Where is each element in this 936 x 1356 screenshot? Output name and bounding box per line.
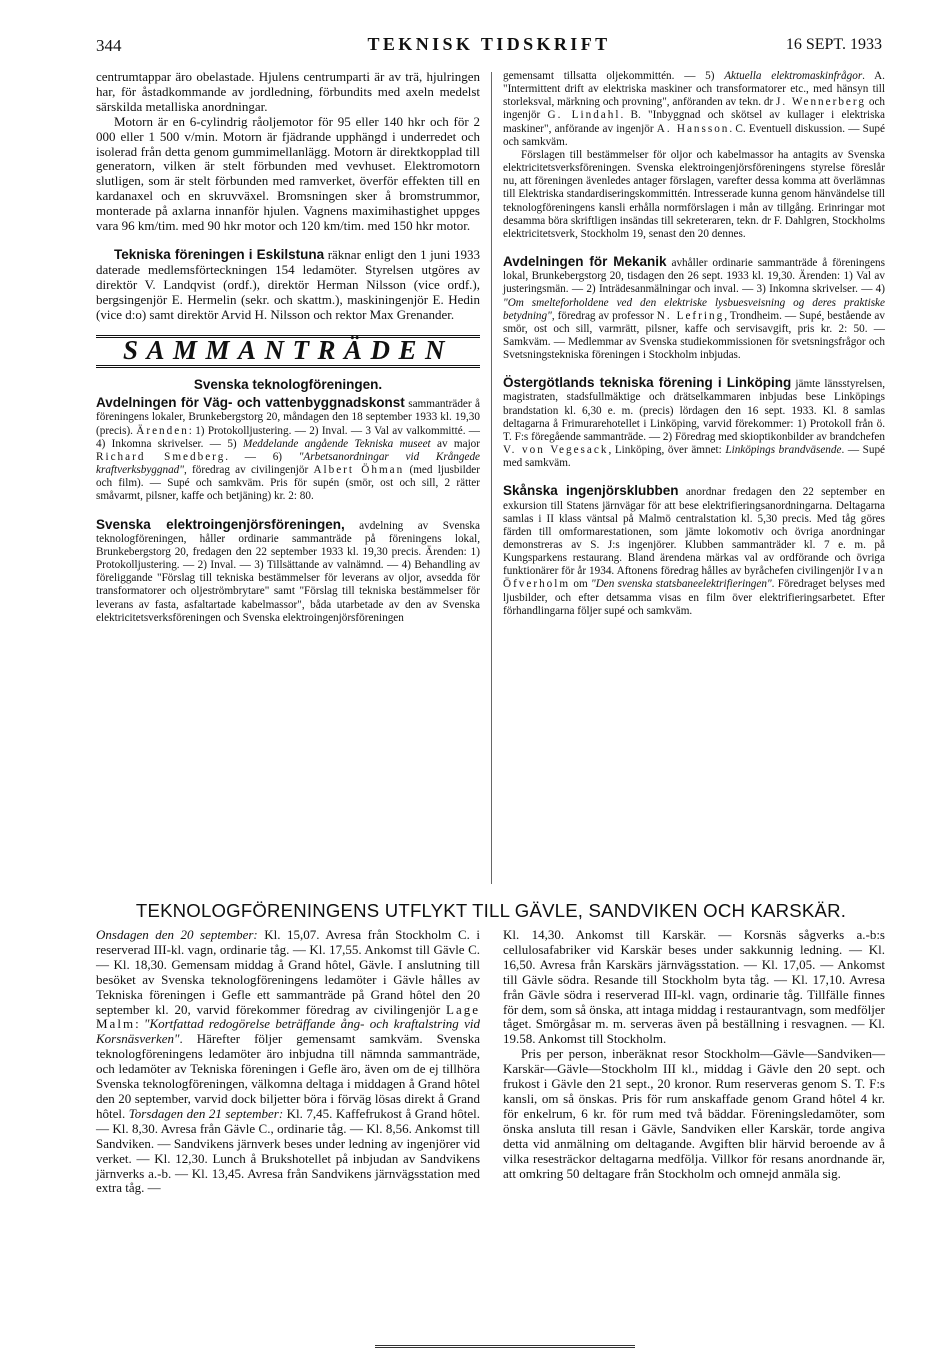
elektro-cont-1: gemensamt tillsatta oljekommittén. — 5) bbox=[503, 70, 725, 82]
elektro-notice bbox=[96, 518, 480, 625]
trip-heading: TEKNOLOGFÖRENINGENS UTFLYKT TILL GÄVLE, SANDVIKEN OCH KARSKÄR. bbox=[135, 900, 847, 921]
skane-text-3: . Föredraget belyses med ljusbilder, och efter detsamma visas en film över elektrifieringsarbetet. Efter förhandlingarna följer supé och samkväm. bbox=[503, 578, 886, 617]
left-column bbox=[96, 70, 480, 625]
forslag-paragraph: Förslagen till bestämmelser för oljor och kabelmassor ha antagits av Svenska elektricitetsverksföreningen. Svenska elektroingenjörsföreningens styrelse föreslår nu, att föreningen ävenledes antager förslagen, varefter dessa komma att överlämnas till Elektriska standardiseringskommittén. Intresserade kunna genom hänvändelse till teknologföreningens kansli erhålla normförslagen i mån av tillgång. Erinringar mot desamma böra skriftligen insändas till sekreteraren, tekn. dr F. Dahlgren, Stockholms elektricitetsverk, Stockholm 19, senast den 20 dennes. bbox=[503, 148, 885, 240]
eskilstuna-paragraph bbox=[96, 248, 480, 323]
column-divider bbox=[491, 72, 492, 884]
eskilstuna-text: räknar enligt den 1 juni 1933 daterade medlemsförteckningen 154 ledamöter. Styrelsen utgöres av direktör V. Landqvist (ordf.), direktör Herman Nilsson (vice ordf.), bergsingenjör E. Hermelin (sekr. och skattm.), maskiningenjör E. Hedin (vice d:o) samt direktör Arvid H. Nilsson och rektor Max Grenander. bbox=[96, 246, 480, 322]
elektro-cont-4: . B. "Inbyggnad och skötsel av kullager i elektriska maskiner", anförande av ingenjör bbox=[503, 109, 885, 135]
vag-speaker-2: Albert Öhman bbox=[313, 464, 405, 477]
sammantraden-banner bbox=[96, 335, 480, 369]
mekanik-topic: "Om smelteforholdene ved den elektriske lysbuesveisning og deres praktiske betydning" bbox=[503, 296, 885, 322]
vag-text-2: av major bbox=[430, 437, 481, 450]
elektro-speaker-2: G. Lindahl bbox=[547, 109, 621, 122]
elektro-topic: Aktuella elektromaskinfrågor bbox=[724, 70, 863, 82]
trip-schedule-1 bbox=[96, 928, 480, 1196]
elektro-text: avdelning av Svenska teknologföreningen, håller ordinarie sammanträde på föreningens lokal, Brunkebergstorg 20, fredagen den 22 september 1933 kl. 19,30 precis. Ärenden: 1) Protokolljustering. — 2) Inval. — 3) Tillsättande av valnämnd. — 4) Behandling av föreliggande "Förslag till tekniska bestämmelser för leverans av oljor, avsedda för transformatorer och oljeströmbrytare" samt "Förslag till tekniska bestämmelser för leverans av fasta, asfaltartade kabelmassor", båda utarbetade av den av Svenska elektricitetsverksföreningen och Svenska elektroingenjörsföreningen bbox=[96, 519, 480, 624]
trip-text-4: Kl. 7,45. Kaffefrukost å Grand hôtel. — Kl. 8,30. Avresa från Gävle C., ordinarie tåg. — Kl. 8,56. Ankomst till Sandviken. — Sandvikens järnverk beses under ledning av ingenjörer vid verket. — Kl. 12,30. Lunch å Brukshotellet på inbjudan av Sandvikens järnverks a.-b. — Kl. 13,45. Avresa från Sandvikens järnvägsstation med extra tåg. — bbox=[96, 1105, 481, 1196]
trip-text-3: . Härefter följer gemensamt samkväm. Svenska teknologföreningens ledamöter äro inbjudna till nämnda sammanträde, och ledamöter av Tekniska föreningen i Gefle äro, även om de ej tillhöra Svenska teknologföreningen, välkomna deltaga i middagen å Grand hôtel den 20 september, varvid dock biljetter böra i förväg lösas direkt å Grand hôtel. bbox=[96, 1031, 480, 1121]
org-title: Svenska teknologföreningen. bbox=[193, 377, 383, 393]
mekanik-text-3: , Trondheim. — Supé, bestående av smör, ost och sill, varmrätt, pilsner, kaffe och servisavgift, pris kr. 2: 50. — Samkväm. — Medlemmar av Svenska studiekommissionen för svetsningsfrågor och Svetsningstekniska föreningen i Stockholm inbjudas. bbox=[503, 309, 885, 362]
journal-title: TEKNISK TIDSKRIFT bbox=[367, 34, 611, 54]
elektro-continued bbox=[503, 70, 885, 149]
ostergotland-topic: Linköpings brandväsende bbox=[725, 444, 842, 457]
spacer bbox=[96, 504, 480, 518]
right-column bbox=[503, 70, 885, 618]
vag-text-5: (med ljusbilder och film). — Supé och samkväm. Pris för supén (smör, ost och sill, 2 rätter småvarmt, pilsner, kaffe och betjäning) kr. 2: 80. bbox=[96, 464, 480, 503]
spacer bbox=[96, 234, 480, 248]
page-number: 344 bbox=[96, 36, 122, 55]
trip-day-1: Onsdagen den 20 september: bbox=[96, 927, 258, 942]
skane-topic: "Den svenska statsbaneelektrifieringen" bbox=[591, 578, 772, 591]
spacer bbox=[503, 470, 885, 484]
ostergotland-notice bbox=[503, 376, 885, 470]
skane-text-2: om bbox=[570, 578, 591, 591]
trip-day-2: Torsdagen den 21 september: bbox=[128, 1105, 284, 1121]
end-rule bbox=[375, 1345, 635, 1348]
trip-topic: "Kortfattad redogörelse beträffande ång- och kraftalstring vid Korsnäsverken" bbox=[96, 1016, 480, 1047]
skane-notice bbox=[503, 484, 885, 618]
vag-lead: sammanträder å föreningens lokaler, Brunkebergstorg 20, måndagen den 18 september 1933 kl. 19,30 (precis). bbox=[96, 398, 480, 437]
trip-schedule-2: Kl. 14,30. Ankomst till Karskär. — Korsnäs sågverks a.-b:s cellulosafabriker vid Karskär beses under sakkunnig ledning. — Kl. 16,50. Avresa från Karskärs järnvägsstation. — Kl. 17,05. — Ankomst till Gävle södra. Resande till Stockholm byta tåg. — Kl. 17,10. Avresa från Gävle södra i reserverad III-kl. vagn, ordinarie tåg. Tillfälle finnes för dem, som så önska, att intaga middag i restaurantvagn, som medföljer tåget. Smörgåsar m. m. serveras även på beställning i resvagnen. — Kl. 19.58. Ankomst till Stockholm. bbox=[503, 927, 885, 1047]
page-header bbox=[96, 34, 882, 58]
elektro-cont-2: . A. "Intermittent drift av elektriska maskiner och transformatorer etc., med hänsyn till storleksval, märkning och provning", anföranden av tekn. dr bbox=[503, 70, 885, 109]
trip-speaker: Lage Malm bbox=[96, 1001, 480, 1032]
trip-text-1: Kl. 15,07. Avresa från Stockholm C. i reserverad III-kl. vagn, ordinarie tåg. — Kl. 17,55. Ankomst till Gävle C. — Kl. 18,30. Gemensam middag å Grand hôtel, Gävle. I anslutning till besöket av Svenska teknologföreningens ledamöter i Gävle hålles av Tekniska föreningen i Gefle ett sammanträde på Grand hôtel den 20 september kl. 20, varvid förekommer föredrag av civilingenjör bbox=[96, 927, 480, 1017]
elektro-cont-3: och ingenjör bbox=[503, 96, 886, 122]
elektro-speaker-1: J. Wennerberg bbox=[776, 96, 867, 109]
ostergotland-text-3: . — Supé med samkväm. bbox=[503, 444, 885, 470]
ostergotland-text-2: , Linköping, över ämnet: bbox=[608, 444, 726, 457]
ostergotland-text-1: jämte länsstyrelsen, magistraten, stadsfullmäktige och drätselkammaren inbjudas bese Linköpings brandstation kl. 6,30 e. m. (precis) lördagen den 16 sept. 1933. Kl. 8 samlas deltagarna å Frimurarehotellet i Linköping, varvid förekommer: 1) Protokoll från ö. T. F:s föregående sammanträde. — 2) Föredrag med skioptikonbilder av brandchefen bbox=[503, 378, 885, 443]
spacer bbox=[503, 241, 885, 255]
vag-topic-1: Meddelande angående Tekniska museet bbox=[243, 437, 431, 450]
trip-text-2: : bbox=[135, 1016, 144, 1032]
sammantraden-title: SAMMANTRÄDEN bbox=[122, 334, 454, 365]
skane-heading: Skånska ingenjörsklubben bbox=[503, 483, 679, 499]
elektro-speaker-3: A. Hansson bbox=[656, 122, 730, 135]
ostergotland-speaker: V. von Vegesack bbox=[503, 444, 609, 457]
vag-topic-2: "Arbetsanordningar vid Krångede kraftverksbyggnad" bbox=[96, 450, 480, 477]
mekanik-speaker: N. Lefring bbox=[656, 309, 725, 322]
vag-text-1: : 1) Protokolljustering. — 2) Inval. — 3 Val av valkommitté. — 4) Inkomna skrivelser. — 5) bbox=[96, 424, 480, 450]
skane-speaker: Ivan Öfverholm bbox=[503, 565, 885, 591]
mekanik-text-1: avhåller ordinarie sammanträde å föreningens lokal, Brunkebergstorg 20, tisdagen den 26 sept. 1933 kl. 19,30. Ärenden: 1) Val av justeringsmän. — 2) Inträdesanmälningar och inval. — 3) Inkomna skrivelser. — 4) bbox=[503, 257, 886, 296]
skane-text-1: anordnar fredagen den 22 september en exkursion till Statens järnvägar för att bese elektrifieringsanordningarna. Deltagarna samlas i II klass väntsal på Malmö centralstation kl. 5,30 precis. Med tåg göres färden till omformarestationen, som jämte lokomotiv och övriga anordningar demonstreras av S. J:s ingenjörer. Klubben sammanträder kl. 7 e. m. på Kungsparkens restaurang. Bland ärendena märkas val av ordförande och övriga funktionärer för år 1934. Aftonens föredrag hålles av byråchefen civilingenjör bbox=[503, 486, 885, 578]
vag-arenden: Ärenden bbox=[136, 424, 189, 437]
trip-right-column bbox=[503, 928, 885, 1181]
mekanik-text-2: , föredrag av professor bbox=[551, 309, 657, 322]
trip-left-column bbox=[96, 928, 480, 1196]
mekanik-heading: Avdelningen för Mekanik bbox=[503, 254, 667, 270]
eskilstuna-heading: Tekniska föreningen i Eskilstuna bbox=[114, 246, 325, 262]
trip-price-paragraph: Pris per person, inberäknat resor Stockholm—Gävle—Sandviken—Karskär—Gävle—Stockholm III kl., middag i Gävle den 20 sept. och frukost i Gävle den 21 sept., 20 kronor. Rum reserveras genom S. T. F:s kansli, om så önskas. Pris för rum anskaffade genom Grand hôtel 4 kr. för enkelrum, 6 kr. för rum med två bäddar. Föreningsledamöter, som önska ansluta till resan i Gävle, Sandviken eller Karskär, torde angiva detta vid anmälning om deltagande. Avgiften blir härvid beroende av å vilka resesträckor deltagarna medfölja. Villkor för resans anordnande är, att omkring 50 deltagare från Stockholm och omnejd anmäla sig. bbox=[503, 1046, 885, 1181]
elektro-cont-5: . C. Eventuell diskussion. — Supé och samkväm. bbox=[503, 122, 885, 148]
mekanik-notice bbox=[503, 255, 885, 362]
vag-text-3: . — 6) bbox=[225, 450, 299, 463]
railcar-paragraph-2: Motorn är en 6-cylindrig råoljemotor för 95 eller 140 hkr och för 2 000 eller 1 500 v/min. Motorn är fjädrande upphängd i underredet och isolerad från detta genom gummimellanlägg. Motorn är direktkopplad till generatorn, vilken är stelt förbunden med vevhuset. Elektromotorn slutligen, som är stelt förbunden med ramverket, överför effekten till en kardanaxel och en skruvväxel. Bromsningen sker å bromstrummor, monterade på axlarna innanför hjulen. Vagnens maximihastighet uppges vara 96 km/tim. med 90 hkr motor och 120 km/tim. med 150 hkr motor. bbox=[96, 113, 480, 234]
issue-date: 16 SEPT. 1933 bbox=[785, 36, 882, 53]
vag-text-4: , föredrag av civilingenjör bbox=[183, 464, 314, 477]
spacer bbox=[503, 362, 885, 376]
elektro-heading: Svenska elektroingenjörsföreningen, bbox=[96, 516, 345, 532]
vag-notice bbox=[96, 396, 480, 503]
ostergotland-heading: Östergötlands tekniska förening i Linköping bbox=[503, 375, 792, 391]
vag-heading: Avdelningen för Väg- och vattenbyggnadskonst bbox=[96, 395, 405, 411]
railcar-paragraph-1: centrumtappar äro obelastade. Hjulens centrumparti är av trä, hjulringen har, för åstadkommande av jordledning, förbundits med axeln medelst särskilda metalliska anordningar. bbox=[96, 69, 480, 114]
vag-speaker-1: Richard Smedberg bbox=[96, 450, 226, 463]
